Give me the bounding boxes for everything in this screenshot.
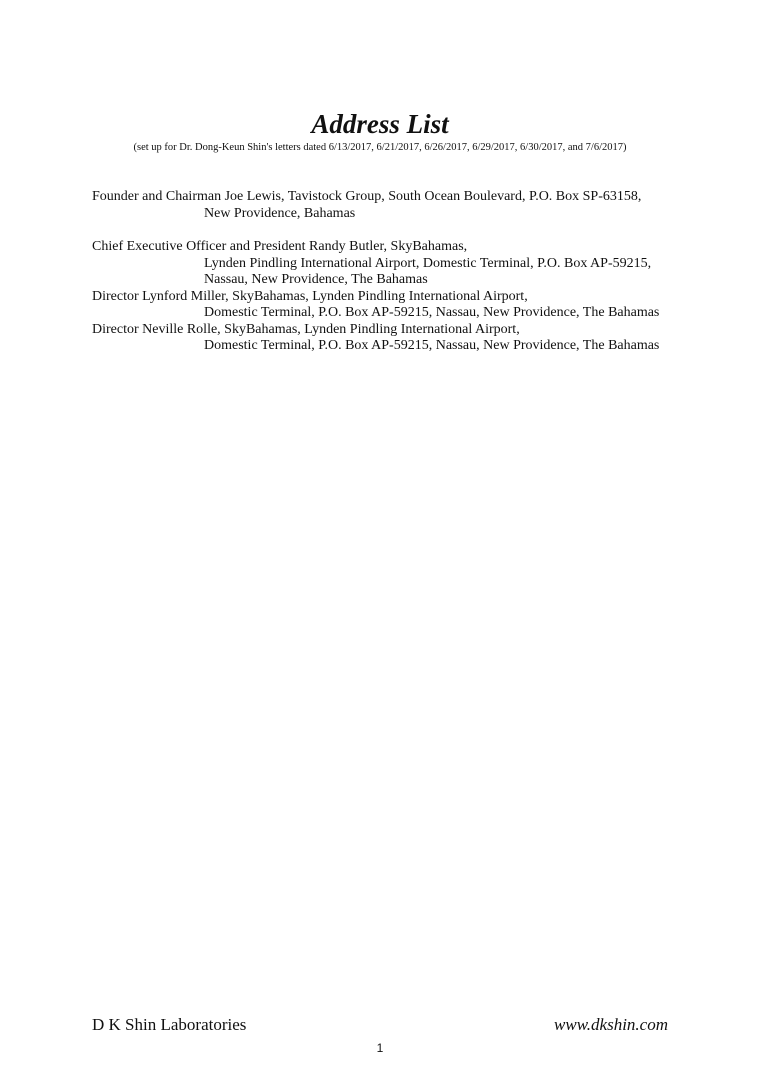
footer-organization: D K Shin Laboratories <box>92 1015 247 1034</box>
page-number: 1 <box>376 1041 384 1055</box>
address-line-continued: Lynden Pindling International Airport, Domestic Terminal, P.O. Box AP-59215, <box>204 255 652 271</box>
address-entry-joe-lewis <box>92 189 732 222</box>
address-line-continued: Domestic Terminal, P.O. Box AP-59215, Nassau, New Providence, The Bahamas <box>204 305 660 320</box>
address-line: Director Neville Rolle, SkyBahamas, Lynden Pindling International Airport, <box>92 321 520 337</box>
address-entry-lynford-miller <box>92 289 732 322</box>
address-line-continued: New Providence, Bahamas <box>204 205 356 221</box>
entry-spacer <box>92 222 732 239</box>
address-entry-neville-rolle <box>92 322 732 355</box>
address-list <box>92 189 732 355</box>
address-line-continued: Nassau, New Providence, The Bahamas <box>204 272 428 287</box>
page-subtitle: (set up for Dr. Dong-Keun Shin's letters dated 6/13/2017, 6/21/2017, 6/26/2017, 6/29/2017, 6/30/2017, and 7/6/2017) <box>133 142 627 153</box>
address-line-continued: Domestic Terminal, P.O. Box AP-59215, Nassau, New Providence, The Bahamas <box>204 338 660 353</box>
address-entry-randy-butler <box>92 239 732 289</box>
page-title: Address List <box>311 109 449 139</box>
address-line: Founder and Chairman Joe Lewis, Tavistock Group, South Ocean Boulevard, P.O. Box SP-63158, <box>92 189 642 204</box>
address-line: Director Lynford Miller, SkyBahamas, Lynden Pindling International Airport, <box>92 288 528 304</box>
address-line: Chief Executive Officer and President Randy Butler, SkyBahamas, <box>92 239 468 254</box>
footer-website: www.dkshin.com <box>554 1015 668 1034</box>
